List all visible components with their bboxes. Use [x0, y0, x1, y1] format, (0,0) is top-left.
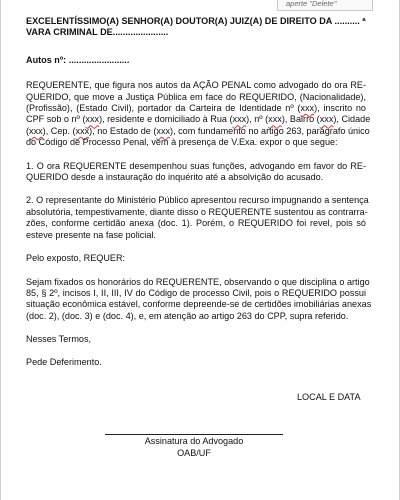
place-and-date: LOCAL E DATA	[297, 392, 361, 402]
intro-line-4-bairro: ), Bairro (	[281, 114, 320, 125]
pedido-line-3: situação econômica estável, conforme depreende-se de certidões imobiliárias anexas	[26, 299, 372, 310]
placeholder-bairro: xxx	[319, 114, 334, 125]
intro-line-4-num: ), nº (	[246, 114, 269, 125]
intro-line-5-open: (	[26, 125, 30, 136]
court-heading-line-1: EXCELENTÍSSIMO(A) SENHOR(A) DOUTOR(A) JUIZ(A) DE DIREITO DA .......... ª	[26, 16, 366, 26]
delete-hint-tooltip: aperte "Delete"	[277, 0, 373, 11]
item-2-line-2: absolutória, tempestivamente, diante disso o REQUERENTE sustentou as contrarra-	[26, 206, 368, 217]
pedido-line-4: (doc. 2), (doc. 3) e (doc. 4), e, em atenção ao artigo 263 do CPP, supra referido.	[26, 310, 349, 321]
item-1-line-2: QUERIDO desde a instauração do inquérito até a absolvição do acusado.	[26, 172, 324, 183]
placeholder-estado: xxx	[156, 125, 171, 136]
court-heading-line-2: VARA CRIMINAL DE......................	[26, 27, 169, 38]
intro-line-5-estado: ), no Estado de (	[89, 125, 157, 136]
document-body	[26, 16, 372, 368]
placeholder-id: xxx	[300, 103, 315, 114]
closing-terms: Nesses Termos,	[26, 334, 92, 345]
court-heading	[26, 16, 366, 39]
intro-line-5-end: ), com fundamento no artigo 263, parágrafo único	[170, 125, 370, 136]
intro-line-4	[26, 114, 371, 125]
intro-line-3-end: ), inscrito no	[314, 103, 366, 114]
pedido-paragraph	[26, 276, 372, 323]
intro-line-1: REQUERENTE, que figura nos autos da AÇÃO PENAL como advogado do ora RE-	[26, 80, 366, 91]
placeholder-cpf: xxx	[85, 114, 100, 125]
requer-line: Pelo exposto, REQUER:	[26, 253, 126, 264]
intro-paragraph	[26, 80, 371, 148]
placeholder-numero: xxx	[268, 114, 282, 125]
intro-line-4-end: ), Cidade	[333, 114, 371, 125]
signature-line	[105, 434, 283, 435]
item-1-line-1: 1. O ora REQUERENTE desempenhou suas funções, advogando em favor do RE-	[26, 160, 366, 171]
closing-request: Pede Deferimento.	[26, 356, 102, 367]
signature-oab: OAB/UF	[177, 448, 211, 458]
placeholder-cidade: xxx	[29, 125, 43, 136]
intro-line-5-cep: ), Cep. (	[42, 125, 76, 136]
placeholder-cep: xxx	[75, 125, 90, 136]
intro-line-3-text: (Profissão), (Estado Civil), portador da Carteira de Identidade nº (	[26, 103, 301, 114]
intro-line-3	[26, 103, 366, 114]
item-1-paragraph	[26, 161, 366, 184]
item-2-paragraph	[26, 195, 369, 241]
intro-line-5	[26, 125, 370, 137]
intro-line-2: QUERIDO, que move a Justiça Pública em face do REQUERIDO, (Nacionalidade),	[26, 91, 366, 102]
pedido-line-1: Sejam fixados os honorários do REQUERENTE, observando o que disciplina o artigo	[26, 276, 370, 287]
case-number: Autos nº: ........................	[26, 54, 130, 65]
item-2-line-4: esteve presente na fase policial.	[26, 229, 156, 240]
intro-line-6: do Código de Processo Penal, vem à presença de V.Exa. expor o que segue:	[26, 137, 338, 148]
intro-line-4-text: CPF sob o nº (	[26, 114, 86, 125]
placeholder-rua: xxx	[232, 114, 247, 125]
intro-line-4-rua: ), residente e domiciliado à Rua (	[99, 114, 233, 125]
item-2-line-1: 2. O representante do Ministério Público apresentou recurso impugnando a sentença	[26, 195, 369, 206]
item-2-line-3: zões, conforme certidão anexa (doc. 1). Porém, o REQUERIDO foi revel, pois só	[26, 218, 366, 229]
pedido-line-2: 85, § 2º, incisos I, II, III, IV do Código de processo Civil, pois o REQUERIDO possui	[26, 287, 366, 298]
signature-name: Assinatura do Advogado	[144, 436, 244, 446]
